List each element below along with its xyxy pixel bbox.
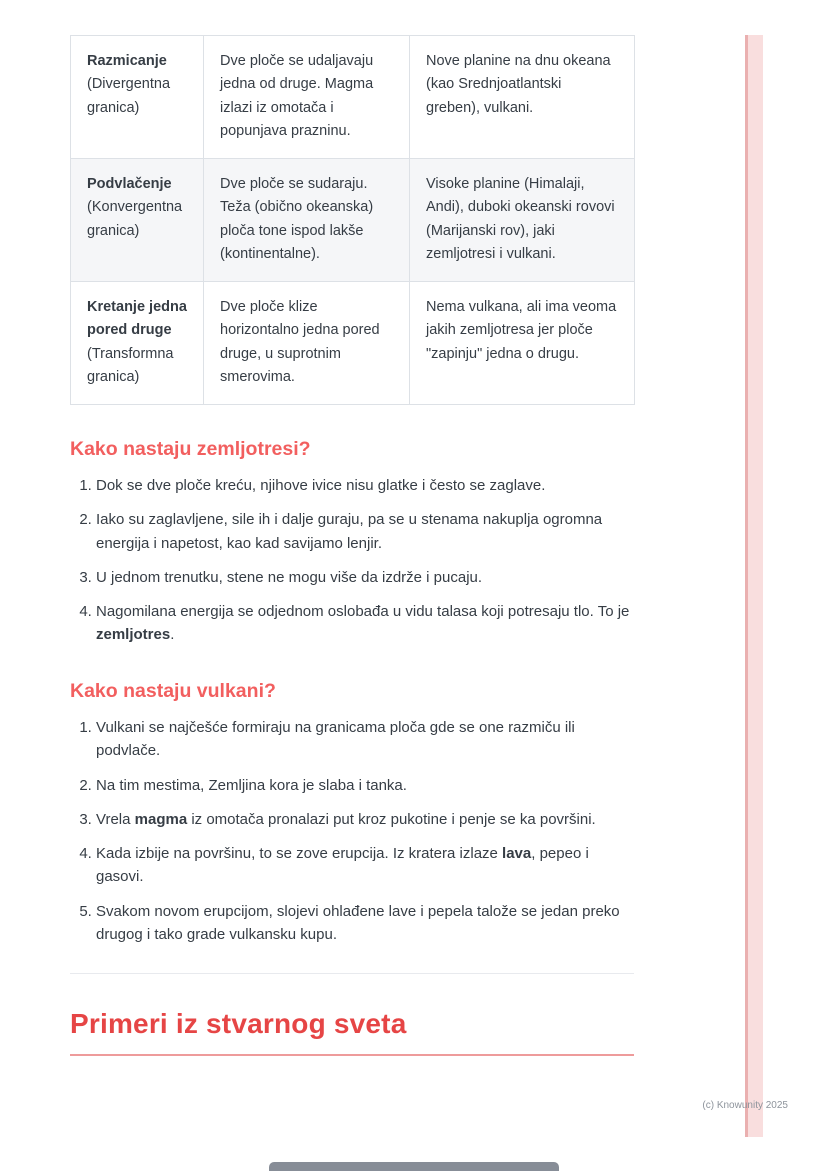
boundary-result-cell: Visoke planine (Himalaji, Andi), duboki okeanski rovovi (Marijanski rov), jaki zemljotresi i vulkani. <box>410 158 635 281</box>
list-item: 2. Iako su zaglavljene, sile ih i dalje guraju, pa se u stenama nakuplja ogromna energija i napetost, kao kad savijamo lenjir. <box>96 508 634 555</box>
boundary-type: (Transformna granica) <box>87 345 174 386</box>
section-heading-earthquakes: Kako nastaju zemljotresi? <box>70 437 311 460</box>
boundary-description-cell: Dve ploče se sudaraju. Teža (obično okeanska) ploča tone ispod lakše (kontinentalne). <box>204 158 410 281</box>
page-edge-ribbon <box>745 35 763 1137</box>
section-heading-volcanoes: Kako nastaju vulkani? <box>70 679 276 702</box>
boundary-result-cell: Nove planine na dnu okeana (kao Srednjoatlantski greben), vulkani. <box>410 36 635 159</box>
boundary-description-cell: Dve ploče se udaljavaju jedna od druge. Magma izlazi iz omotača i popunjava prazninu. <box>204 36 410 159</box>
boundary-name-cell <box>71 158 204 281</box>
boundary-type: (Divergentna granica) <box>87 76 171 116</box>
earthquakes-steps-list <box>70 474 634 647</box>
page-title: Primeri iz stvarnog sveta <box>70 1008 407 1040</box>
table-row <box>71 36 635 159</box>
volcanoes-steps-list <box>70 716 634 946</box>
list-item: 3. Vrela magma iz omotača pronalazi put kroz pukotine i penje se ka površini. <box>96 808 634 831</box>
boundary-description-cell: Dve ploče klize horizontalno jedna pored druge, u suprotnim smerovima. <box>204 281 410 404</box>
table-row <box>71 281 635 404</box>
boundary-name: Podvlačenje <box>87 175 172 192</box>
plate-boundaries-table <box>70 35 635 405</box>
list-item: 4. Nagomilana energija se odjednom oslobađa u vidu talasa koji potresaju tlo. To je zemljotres. <box>96 600 634 647</box>
copyright-notice: (c) Knowunity 2025 <box>702 1100 788 1111</box>
document-content <box>70 0 634 1056</box>
boundary-type: (Konvergentna granica) <box>87 199 183 239</box>
section-divider <box>70 973 634 974</box>
table-row <box>71 158 635 281</box>
boundary-name-cell <box>71 281 204 404</box>
list-item: 4. Kada izbije na površinu, to se zove erupcija. Iz kratera izlaze lava, pepeo i gasovi. <box>96 842 634 889</box>
boundary-result-cell: Nema vulkana, ali ima veoma jakih zemljotresa jer ploče "zapinju" jedna o drugu. <box>410 281 635 404</box>
title-underline <box>70 1054 634 1056</box>
list-item: 2. Na tim mestima, Zemljina kora je slaba i tanka. <box>96 774 634 797</box>
boundary-name: Kretanje jedna pored druge <box>87 298 187 339</box>
table-body <box>71 36 635 405</box>
next-page-edge <box>269 1162 559 1171</box>
list-item: 1. Dok se dve ploče kreću, njihove ivice nisu glatke i često se zaglave. <box>96 474 634 497</box>
list-item: 1. Vulkani se najčešće formiraju na granicama ploča gde se one razmiču ili podvlače. <box>96 716 634 763</box>
list-item: 5. Svakom novom erupcijom, slojevi ohlađene lave i pepela talože se jedan preko drugog i tako grade vulkansku kupu. <box>96 900 634 947</box>
list-item: 3. U jednom trenutku, stene ne mogu više da izdrže i pucaju. <box>96 566 634 589</box>
boundary-name-cell <box>71 36 204 159</box>
boundary-name: Razmicanje <box>87 53 167 69</box>
